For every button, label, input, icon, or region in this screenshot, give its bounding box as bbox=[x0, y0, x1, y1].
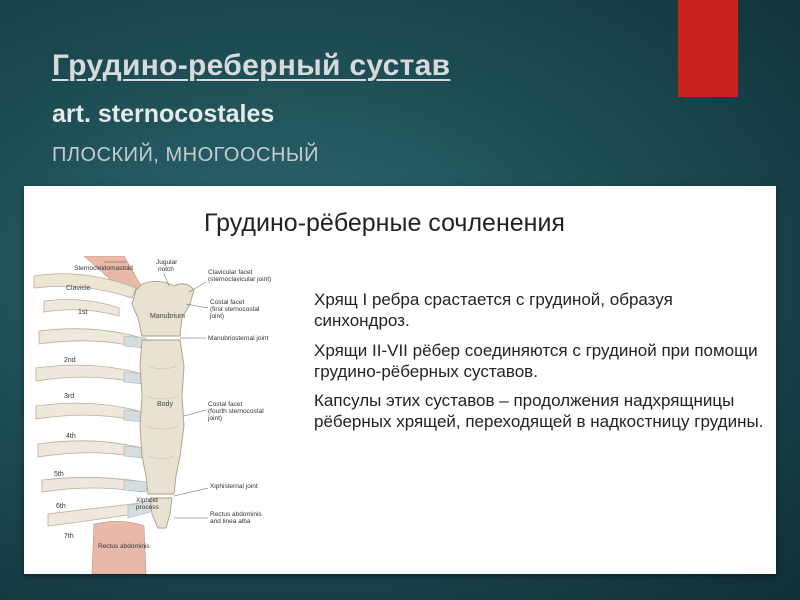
red-accent-tab bbox=[678, 0, 738, 97]
label-jugular-notch-line2: notch bbox=[158, 266, 174, 273]
label-costal-facet-first-line1: Costal facet bbox=[210, 299, 245, 306]
label-xiphisternal-joint: Xiphisternal joint bbox=[210, 483, 258, 490]
label-manubrium: Manubrium bbox=[150, 313, 186, 320]
label-rib-7th: 7th bbox=[64, 533, 74, 540]
label-rib-3rd: 3rd bbox=[64, 393, 75, 400]
manubrium-bone bbox=[132, 281, 194, 336]
label-clavicular-facet-line2: (sternoclavicular joint) bbox=[208, 276, 272, 283]
paragraph-first-rib: Хрящ I ребра срастается с грудиной, образуя синхондроз. bbox=[314, 290, 673, 330]
label-rib-1st: 1st bbox=[78, 309, 88, 316]
label-costal-facet-first-line3: joint) bbox=[210, 313, 225, 320]
label-costal-facet-fourth-line1: Costal facet bbox=[208, 401, 243, 408]
paragraph-sternocostal-joints: Хрящи II-VII рёбер соединяются с грудиной при помощи грудино-рёберных суставов. bbox=[314, 341, 758, 381]
sternum-body-bone bbox=[140, 340, 184, 494]
label-sternocleidomastoid: Sternocleidomastoid bbox=[74, 265, 133, 272]
label-rectus-linea-line2: and linea alba bbox=[210, 518, 251, 525]
label-costal-facet-fourth-line2: (fourth sternocostal bbox=[208, 408, 264, 415]
content-slide bbox=[24, 186, 776, 574]
label-xiphoid-line1: Xiphoid bbox=[136, 497, 158, 504]
latin-name: art. sternocostales bbox=[52, 100, 275, 128]
sternum-anatomy-diagram bbox=[24, 256, 314, 574]
label-costal-facet-first-line2: (first sternocostal bbox=[210, 306, 260, 313]
label-xiphoid-line2: process bbox=[136, 504, 159, 511]
label-rectus-linea-line1: Rectus abdominis bbox=[210, 511, 262, 518]
label-manubriosternal-joint: Manubriosternal joint bbox=[208, 335, 269, 342]
label-clavicle: Clavicle bbox=[66, 285, 91, 292]
label-body: Body bbox=[157, 401, 173, 408]
joint-type-subtitle: ПЛОСКИЙ, МНОГООСНЫЙ bbox=[52, 144, 319, 166]
cartilage-6 bbox=[124, 480, 148, 492]
label-rib-6th: 6th bbox=[56, 503, 66, 510]
page-title: Грудино-реберный сустав bbox=[52, 49, 451, 82]
label-rib-4th: 4th bbox=[66, 433, 76, 440]
label-costal-facet-fourth-line3: joint) bbox=[208, 415, 223, 422]
label-jugular-notch-line1: Jugular bbox=[156, 259, 178, 266]
label-rib-5th: 5th bbox=[54, 471, 64, 478]
label-rib-2nd: 2nd bbox=[64, 357, 76, 364]
label-clavicular-facet-line1: Clavicular facet bbox=[208, 269, 253, 276]
label-rectus-abdominis: Rectus abdominis bbox=[98, 543, 150, 550]
paragraph-joint-capsules: Капсулы этих суставов – продолжения надхрящницы рёберных хрящей, переходящей в надкостницу грудины. bbox=[314, 391, 764, 431]
slide-heading: Грудино-рёберные сочленения bbox=[204, 209, 565, 237]
